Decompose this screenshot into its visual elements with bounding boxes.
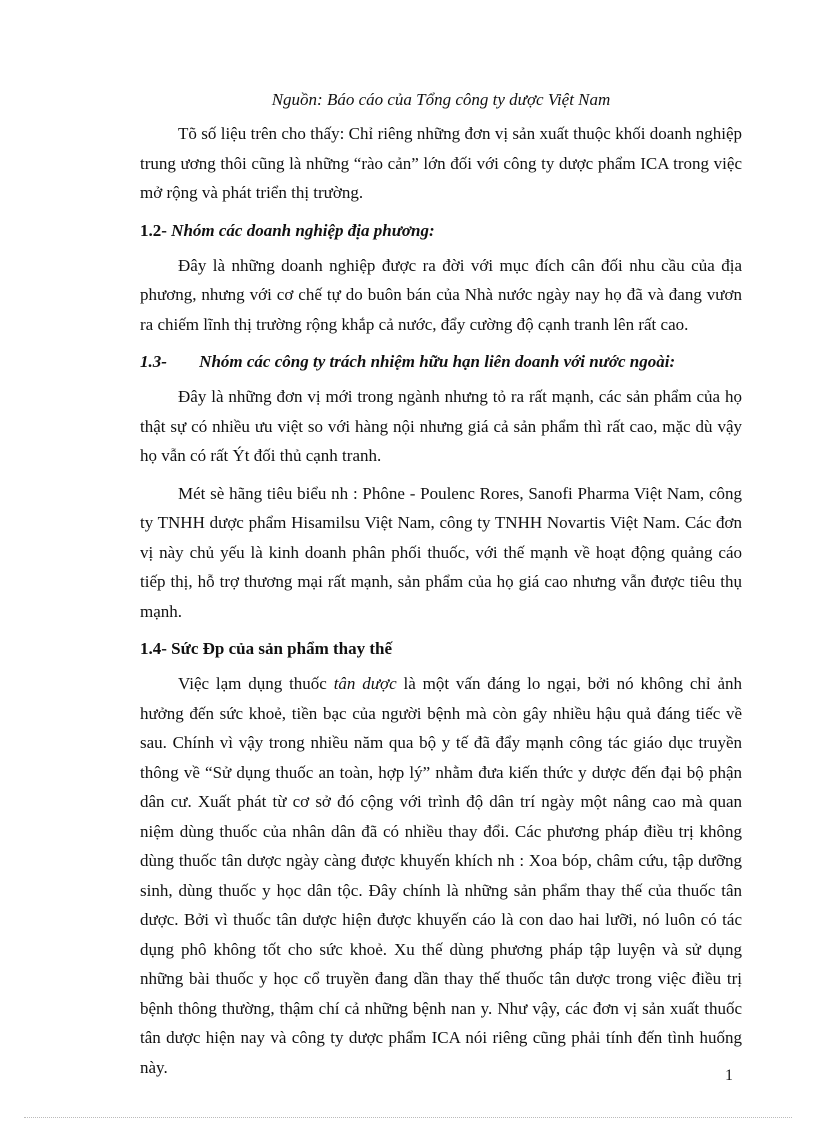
- paragraph-local-enterprises: Đây là những doanh nghiệp được ra đời với mục đích cân đối nhu cầu của địa phương, nhưng với cơ chế tự do buôn bán của Nhà nước ngày nay họ đã và đang vươn ra chiếm lĩnh thị trường rộng khắp cả nước, đẩy cường độ cạnh tranh lên rất cao.: [140, 255, 742, 334]
- page-bottom-divider: [24, 1117, 792, 1118]
- paragraph-substitute-start: Việc lạm dụng thuốc: [178, 674, 334, 693]
- heading-1-2: [140, 216, 742, 245]
- page-content: [140, 87, 742, 1090]
- paragraph-central-enterprises: Tõ số liệu trên cho thấy: Chỉ riêng những đơn vị sản xuất thuộc khối doanh nghiệp trung ương thôi cũng là những “rào cản” lớn đối với công ty dược phẩm ICA trong việc mở rộng và phát triển thị trường.: [140, 124, 742, 202]
- heading-1-3-number: 1.3-: [140, 352, 167, 371]
- heading-1-3: [140, 347, 742, 376]
- heading-1-2-number: 1.2-: [140, 220, 167, 240]
- paragraph-joint-ventures: Đây là những đơn vị mới trong ngành nhưng tỏ ra rất mạnh, các sản phẩm của họ thật sự có nhiều ưu việt so với hàng nội nhưng giá cả sản phẩm thì rất cao, mặc dù vậy họ vẫn có rất Ýt đối thủ cạnh tranh.: [140, 387, 742, 465]
- heading-1-4-number: 1.4-: [140, 639, 167, 658]
- paragraph-substitute-italic: tân dược: [333, 674, 397, 693]
- heading-1-2-title: Nhóm các doanh nghiệp địa phương:: [171, 220, 435, 240]
- paragraph-typical-companies: Mét sè hãng tiêu biểu nh : Phône - Poulenc Rores, Sanofi Pharma Việt Nam, công ty TNHH dược phẩm Hisamilsu Việt Nam, công ty TNHH Novartis Việt Nam. Các đơn vị này chủ yếu là kinh doanh phân phối thuốc, với thế mạnh về hoạt động quảng cáo tiếp thị, hỗ trợ thương mại rất mạnh, sản phẩm của họ giá cao nhưng vẫn được tiêu thụ mạnh.: [140, 483, 742, 621]
- heading-1-4: [140, 634, 742, 663]
- table-source-caption: Nguồn: Báo cáo của Tổng công ty dược Việt Nam: [271, 90, 611, 109]
- paragraph-substitute-products: [140, 669, 742, 1082]
- heading-1-4-title: Sức Ðp của sản phẩm thay thế: [171, 639, 393, 658]
- page-number: 1: [725, 1067, 733, 1084]
- heading-1-3-title: Nhóm các công ty trách nhiệm hữu hạn liên doanh với nước ngoài:: [199, 352, 676, 371]
- paragraph-substitute-rest: là một vấn đáng lo ngại, bởi nó không chỉ ảnh hưởng đến sức khoẻ, tiền bạc của người bệnh mà còn gây nhiều hậu quả đáng tiếc về sau. Chính vì vậy trong nhiều năm qua bộ y tế đã đẩy mạnh công tác giáo dục truyền thông về “Sử dụng thuốc an toàn, hợp lý” nhằm đưa kiến thức y dược đến đại bộ phận dân cư. Xuất phát từ cơ sở đó cộng với trình độ dân trí ngày một nâng cao mà quan niệm dùng thuốc của nhân dân đã có nhiều thay đổi. Các phương pháp điều trị không dùng thuốc tân dược ngày càng được khuyến khích nh : Xoa bóp, châm cứu, tập dưỡng sinh, dùng thuốc y học dân tộc. Đây chính là những sản phẩm thay thế của thuốc tân dược. Bởi vì thuốc tân dược hiện được khuyến cáo là con dao hai lưỡi, nó luôn có tác dụng phô không tốt cho sức khoẻ. Xu thế dùng phương pháp tập luyện và sử dụng những bài thuốc y học cổ truyền đang dần thay thế thuốc tân dược trong việc điều trị bệnh thông thường, thậm chí cả những bệnh nan y. Như vậy, các đơn vị sản xuất thuốc tân dược hiện nay và công ty dược phẩm ICA nói riêng cũng phải tính đến tình huống này.: [140, 674, 742, 1077]
